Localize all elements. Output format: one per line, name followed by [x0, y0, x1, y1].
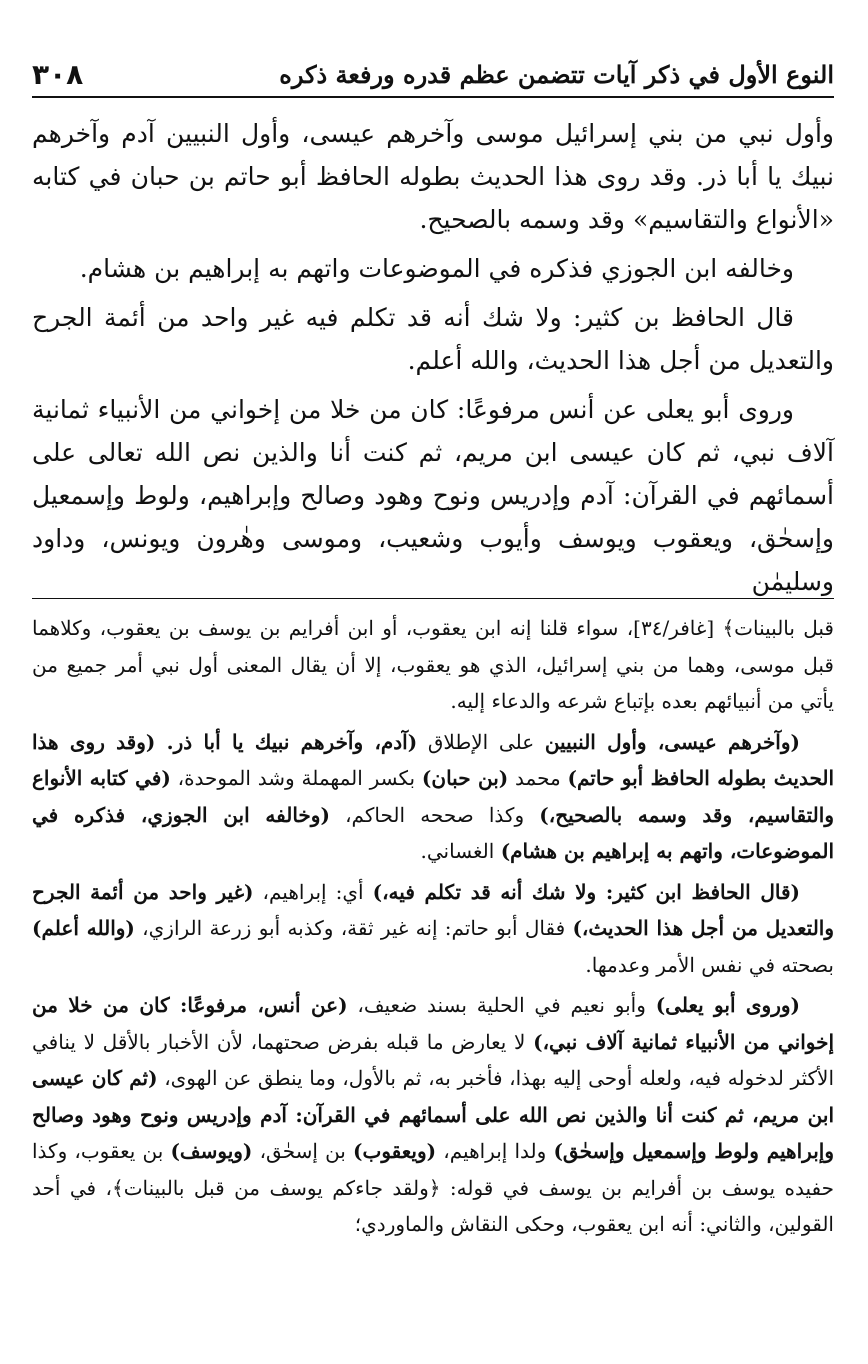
main-paragraph-1: وأول نبي من بني إسرائيل موسى وآخرهم عيسى، وأول النبيين آدم وآخرهم نبيك يا أبا ذر. وقد روى هذا الحديث بطوله الحافظ أبو حاتم بن حبان في كتابه «الأنواع والتقاسيم» وقد وسمه بالصحيح.	[32, 119, 834, 234]
gloss-text: فقال أبو حاتم: إنه غير ثقة، وكذبه أبو زرعة الرازي،	[134, 916, 573, 940]
quoted-text: (قال الحافظ ابن كثير: ولا شك أنه قد تكلم فيه،)	[372, 879, 800, 904]
commentary-text: قبل بالبينات﴾ [غافر/٣٤]، سواء قلنا إنه ابن يعقوب، أو ابن أفرايم بن يوسف بن يعقوب، وكلاهما قبل موسى، وهما من بني إسرائيل، الذي هو يعقوب، إلا أن يقال المعنى أول نبي أمر جميع من يأتي من أنبيائهم بعده بإتباع شرعه والدعاء إليه.	[32, 616, 834, 713]
main-paragraph-3: قال الحافظ بن كثير: ولا شك أنه قد تكلم فيه غير واحد من أئمة الجرح والتعديل من أجل هذا الحديث، والله أعلم.	[32, 303, 834, 375]
quoted-text: (عن أنس، مرفوعًا: كان من خلا من إخواني من الأنبياء ثمانية آلاف نبي،)	[32, 993, 835, 1054]
quoted-text: (بن حبان)	[421, 766, 509, 790]
gloss-text: وأبو نعيم في الحلية بسند ضعيف،	[347, 993, 656, 1017]
quoted-text: (ثم كان عيسى ابن مريم، ثم كنت أنا والذين نص الله على أسمائهم في القرآن: آدم وإدريس ونوح وهود وصالح وإبراهيم ولوط وإسمعيل وإسحٰق)	[32, 1066, 834, 1163]
commentary-paragraph-1	[32, 610, 834, 720]
quoted-text: (وروى أبو يعلى)	[655, 993, 800, 1017]
footnote-divider	[32, 598, 834, 599]
quoted-text: (ويعقوب)	[353, 1139, 437, 1163]
page-number: ٣٠٨	[32, 57, 84, 91]
gloss-text: بن إسحٰق،	[252, 1139, 354, 1163]
gloss-text: على الإطلاق	[417, 729, 545, 754]
running-title: النوع الأول في ذكر آيات تتضمن عظم قدره ورفعة ذكره	[279, 59, 834, 89]
quoted-text: (وآخرهم عيسى، وأول النبيين	[544, 729, 800, 754]
quoted-text: (والله أعلم)	[32, 916, 135, 940]
page-header	[32, 52, 834, 98]
main-text	[32, 112, 834, 609]
gloss-text: بكسر المهملة وشد الموحدة،	[170, 766, 422, 790]
gloss-text: بن يعقوب، وكذا حفيده يوسف بن أفرايم بن يوسف في قوله: ﴿ولقد جاءكم يوسف من قبل بالبينات﴾، في أحد القولين، والثاني: أنه ابن يعقوب، وحكى النقاش والماوردي؛	[32, 1139, 834, 1236]
main-paragraph-4: وروى أبو يعلى عن أنس مرفوعًا: كان من خلا من إخواني من الأنبياء ثمانية آلاف نبي، ثم كان عيسى ابن مريم، ثم كنت أنا والذين نص الله تعالى على أسمائهم في القرآن: آدم وإدريس ونوح وهود وصالح وإبراهيم، ولوط وإسمعيل وإسحٰق، ويعقوب ويوسف وأيوب وشعيب، وموسى وهٰرون ويونس، وداود وسليمٰن	[32, 395, 834, 596]
commentary-paragraph-2	[32, 724, 834, 870]
quoted-text: (وخالفه ابن الجوزي، فذكره في الموضوعات، واتهم به إبراهيم بن هشام)	[32, 802, 834, 863]
commentary-paragraph-3	[32, 874, 834, 984]
main-paragraph-2: وخالفه ابن الجوزي فذكره في الموضوعات واتهم به إبراهيم بن هشام.	[79, 254, 794, 283]
gloss-text: ولدا إبراهيم،	[436, 1139, 554, 1163]
gloss-text: الغساني.	[420, 839, 501, 863]
quoted-text: (ويوسف)	[170, 1139, 253, 1163]
gloss-text: محمد	[508, 766, 568, 790]
commentary	[32, 610, 834, 1247]
quoted-text: (غير واحد من أئمة الجرح والتعديل من أجل هذا الحديث،)	[32, 879, 835, 940]
gloss-text: لا يعارض ما قبله بفرض صحتهما، لأن الأخبار بالأقل لا ينافي الأكثر لدخوله فيه، ولعله أوحى إليه بهذا، فأخبر به، ثم بالأول، وما ينطق عن الهوى،	[32, 1029, 834, 1090]
commentary-paragraph-4	[32, 987, 834, 1243]
gloss-text: بصحته في نفس الأمر وعدمها.	[585, 952, 834, 977]
quoted-text: (في كتابه الأنواع والتقاسيم، وقد وسمه بالصحيح،)	[32, 766, 834, 827]
quoted-text: (آدم، وآخرهم نبيك يا أبا ذر. (وقد روى هذا الحديث بطوله الحافظ أبو حاتم)	[32, 729, 835, 790]
gloss-text: وكذا صححه الحاكم،	[329, 802, 540, 827]
gloss-text: أي: إبراهيم،	[253, 879, 373, 904]
